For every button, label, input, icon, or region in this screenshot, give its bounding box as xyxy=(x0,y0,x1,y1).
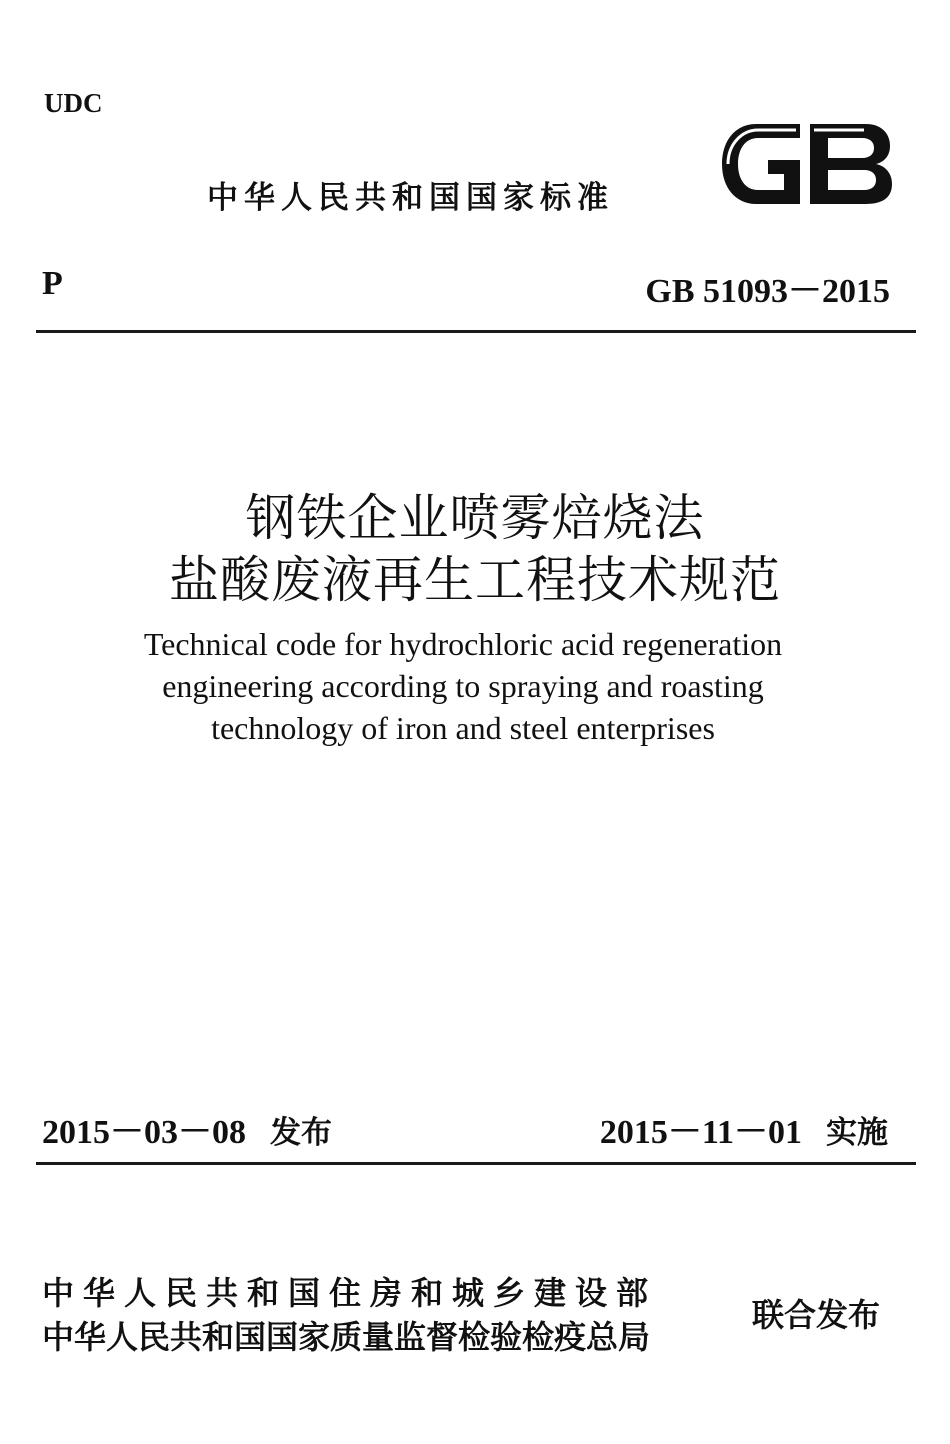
issue-date: 2015－03－08 xyxy=(42,1114,246,1151)
udc-label: UDC xyxy=(44,88,103,118)
standard-type: 中华人民共和国国家标准 xyxy=(207,180,614,216)
title-en-line1: Technical code for hydrochloric acid regeneration xyxy=(143,626,783,662)
issuer-line1: 中华人民共和国住房和城乡建设部 xyxy=(42,1274,658,1312)
standard-number: GB 51093－2015 xyxy=(645,273,890,310)
issuer-line2: 中华人民共和国国家质量监督检验检疫总局 xyxy=(42,1318,651,1356)
implement-date: 2015－11－01 xyxy=(599,1114,802,1151)
title-en-line2: engineering according to spraying and roasting xyxy=(162,668,764,704)
gb-logo xyxy=(718,118,893,210)
joint-issue-label: 联合发布 xyxy=(752,1296,881,1334)
title-en-line3: technology of iron and steel enterprises xyxy=(211,710,715,746)
implement-date-row xyxy=(600,1104,888,1153)
implement-label: 实施 xyxy=(826,1115,888,1151)
issue-label: 发布 xyxy=(270,1115,332,1151)
top-divider xyxy=(36,330,916,333)
issue-date-row xyxy=(42,1104,332,1153)
classification-code: P xyxy=(42,265,63,302)
bottom-divider xyxy=(36,1162,916,1165)
title-zh-line1: 钢铁企业喷雾焙烧法 xyxy=(245,489,705,547)
title-zh-line2: 盐酸废液再生工程技术规范 xyxy=(169,551,781,609)
